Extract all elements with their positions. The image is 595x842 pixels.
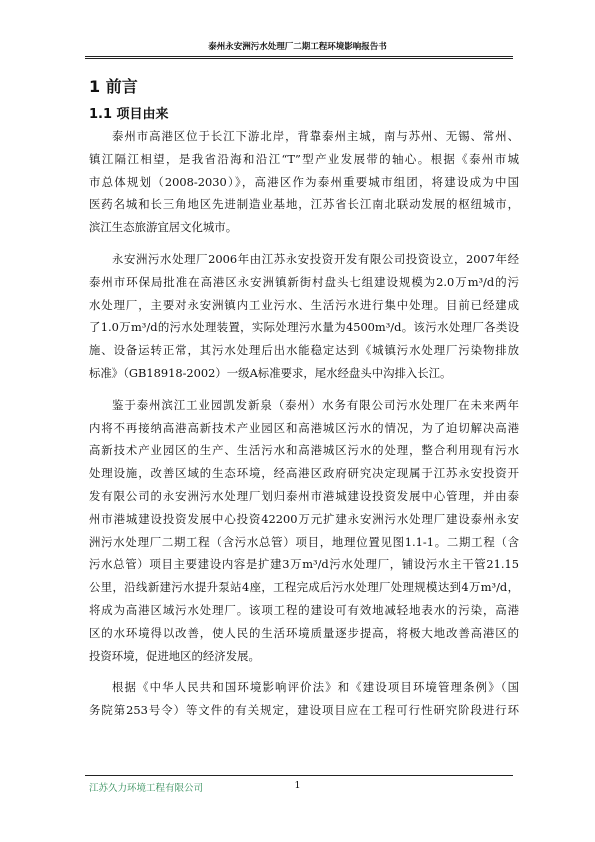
paragraph-line: 处理设施，改善区域的生态环境，经高港区政府研究决定现属于江苏永安投资开: [89, 466, 519, 481]
paragraph-line: 泰州市高港区位于长江下游北岸，背靠泰州主城，南与苏州、无锡、常州、: [112, 129, 519, 143]
paragraph-line: 污水总管）项目主要建设内容是扩建3万m³/d污水处理厂，铺设污水主干管21.15: [89, 557, 519, 572]
paragraph-line: 了1.0万m³/d的污水处理装置，实际处理污水量为4500m³/d。该污水处理厂各类设: [89, 320, 519, 335]
running-header: 泰州永安洲污水处理厂二期工程环境影响报告书: [208, 42, 387, 52]
body-text: [89, 125, 519, 722]
page-number: 1: [294, 780, 301, 791]
paragraph-line: 永安洲污水处理厂2006年由江苏永安投资开发有限公司投资设立，2007年经: [112, 251, 519, 266]
paragraph-line: 施、设备运转正常，其污水处理后出水能稳定达到《城镇污水处理厂污染物排放: [89, 343, 519, 358]
paragraph-line: 水处理厂，主要对永安洲镇内工业污水、生活污水进行集中处理。目前已经建成: [89, 297, 519, 312]
paragraph-line: 滨江生态旅游宜居文化城市。: [89, 220, 238, 235]
paragraph: [89, 676, 519, 722]
paragraph-line: 将成为高港区域污水处理厂。该项工程的建设可有效地减轻地表水的污染，高港: [89, 602, 519, 617]
paragraph-line: 高新技术产业园区的生产、生活污水和高港城区污水的处理，整合利用现有污水: [89, 443, 519, 458]
paragraph-line: 发有限公司的永安洲污水处理厂划归泰州市港城建设投资发展中心管理，并由泰: [89, 488, 519, 503]
header-divider-double: [85, 58, 513, 59]
paragraph-line: 根据《中华人民共和国环境影响评价法》和《建设项目环境管理条例》（国: [112, 680, 519, 695]
paragraph-line: 镇江隔江相望，是我省沿海和沿江“T”型产业发展带的轴心。根据《泰州市城: [89, 151, 519, 166]
paragraph-line: 内将不再接纳高港高新技术产业园区和高港城区污水的情况，为了迫切解决高港: [89, 420, 519, 435]
section-title: 1.1 项目由来: [89, 107, 169, 122]
footer-divider: [85, 775, 513, 776]
header-divider: [85, 56, 513, 57]
paragraph-line: 务院第253号令）等文件的有关规定，建设项目应在工程可行性研究阶段进行环: [89, 703, 519, 718]
paragraph: [89, 394, 519, 668]
paragraph-line: 市总体规划（2008-2030）》，高港区作为泰州重要城市组团，将建设成为中国: [89, 174, 519, 189]
paragraph-line: 区的水环境得以改善，使人民的生活环境质量逐步提高，将极大地改善高港区的: [89, 625, 519, 640]
paragraph-line: 鉴于泰州滨江工业园凯发新泉（泰州）水务有限公司污水处理厂在未来两年: [112, 397, 519, 412]
paragraph-line: 投资环境，促进地区的经济发展。: [89, 648, 260, 663]
paragraph: [89, 248, 519, 385]
chapter-title: 1 前言: [89, 77, 138, 96]
paragraph-line: 医药名城和长三角地区先进制造业基地，江苏省长江南北联动发展的枢纽城市，: [89, 197, 519, 212]
paragraph-line: 州市港城建设投资发展中心投资42200万元扩建永安洲污水处理厂建设泰州永安: [89, 511, 519, 526]
paragraph-line: 泰州市环保局批准在高港区永安洲镇新街村盘头七组建设规模为2.0万m³/d的污: [89, 274, 519, 289]
footer-company-name: 江苏久力环境工程有限公司: [89, 783, 204, 794]
paragraph-line: 公里，沿线新建污水提升泵站4座，工程完成后污水处理厂处理规模达到4万m³/d，: [89, 580, 519, 595]
paragraph: [89, 125, 519, 239]
paragraph-line: 标准》（GB18918-2002）一级A标准要求，尾水经盘头中沟排入长江。: [89, 365, 452, 380]
paragraph-line: 洲污水处理厂二期工程（含污水总管）项目，地理位置见图1.1-1。二期工程（含: [89, 534, 519, 549]
